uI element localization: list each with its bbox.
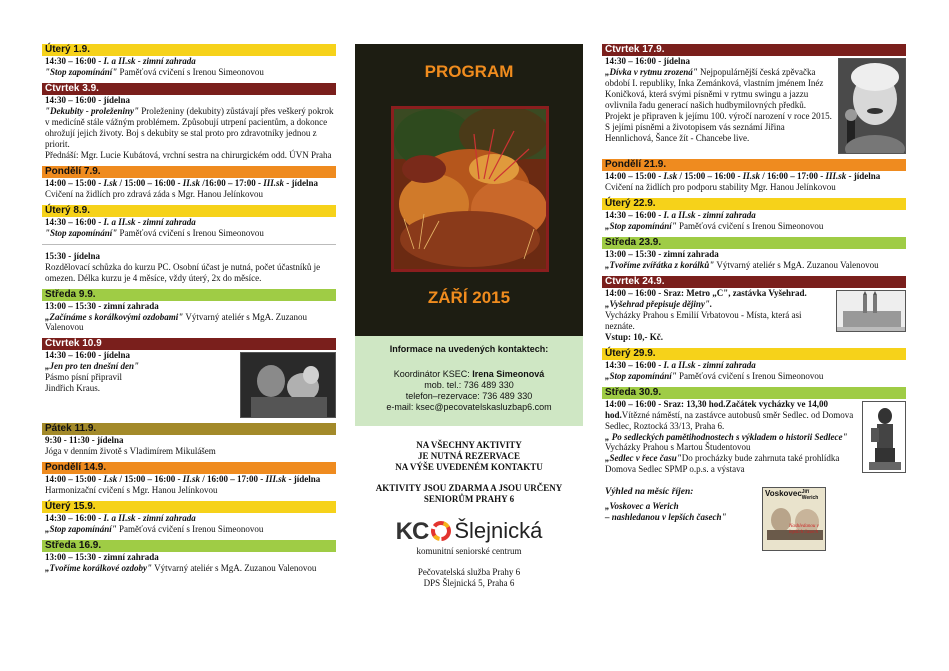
event-line [605,260,906,271]
body-text: Výtvarný ateliér s MgA. Zuzanou Valenovou [45,311,308,333]
event-date-header: Středa 23.9. [602,237,906,249]
event-date-header: Čtvrtek 17.9. [602,44,906,56]
event-date-header: Středa 30.9. [602,387,906,399]
event-line [605,182,906,193]
time-text: 14:30 – 16:00 - [605,359,664,370]
right-column [602,44,906,551]
event-text [42,217,336,239]
event-line [45,563,336,574]
time-text: - jídelna [846,171,881,181]
emphasis-text: I. a II.sk - zimní zahrada [103,216,196,227]
left-event [42,83,336,161]
event-date-header: Úterý 8.9. [42,205,336,217]
event-line [45,56,336,67]
left-column [42,44,336,579]
body-text: Do procházky bude zahrnuta také prohlídka Domova Sedlec SPMP o.p.s. a výstava [605,453,840,475]
emphasis-text: "Dekubity - proleženiny" [45,105,139,116]
event-line [45,474,336,485]
time-text: 14:30 – 16:00 - [605,209,664,220]
october-outlook [602,487,906,551]
event-line [605,371,906,382]
body-text: Nejpopulárnější česká zpěvačka období I. republiky, Inka Zemánková, vlastním jménem Inéz Koničková, která svými písněmi v rytmu swingu a jazzu ovlivnila řadu generací našich hudbymilovných předků. Projekt je připraven k jejímu 100. výročí narození v roce 2015. [605,66,832,121]
event-line [605,122,832,144]
reservation-note [355,440,583,473]
emphasis-text: I. a II.sk - zimní zahrada [103,513,196,524]
right-event [602,44,906,154]
emphasis-text: „Stop zapomínání" [605,370,677,381]
event-text [42,56,336,78]
time-text: Vstup: 10,- Kč. [605,331,663,342]
logo-circle-icon [430,520,452,542]
event-line [605,171,906,182]
event-text [602,210,906,232]
outlook-title: Výhled na měsíc říjen: [605,487,694,498]
emphasis-text: II.sk [182,177,201,188]
left-event [42,44,336,78]
left-event [42,289,336,334]
coordinator [361,369,577,380]
body-text: Pásmo písní připravil [45,372,122,383]
address-line-1: Pečovatelská služba Prahy 6 [417,567,521,578]
emphasis-text: „Začínáme s korálkovými ozdobami" [45,311,184,322]
emphasis-text: „Tvoříme zvířátka z korálků" [605,259,715,270]
event-line [45,67,336,78]
time-text: /16:00 – 17:00 - [200,177,264,188]
event-date-header: Úterý 15.9. [42,501,336,513]
event-date-header: Pondělí 21.9. [602,159,906,171]
event-line [605,360,906,371]
body-text: Paměťová cvičení s Irenou Simeonovou [676,370,824,381]
event-text [42,513,336,535]
event-text [42,95,336,161]
emphasis-text: II.sk [182,474,201,485]
right-event [602,237,906,271]
event-line [45,552,336,563]
time-text: 14:30 – 16:00 - jídelna [605,56,690,66]
event-line [605,221,906,232]
note-line-1: NA VŠECHNY AKTIVITY [416,440,522,450]
emphasis-text: „Vyšehrad přepisuje dějiny". [605,298,713,309]
time-text: / 15:00 – 16:00 - [117,474,183,485]
emphasis-text: „Jen pro ten dnešní den" [45,361,140,372]
left-event [42,501,336,535]
logo-mark: KC [395,517,429,545]
emphasis-text: II.sk [742,171,761,181]
event-line [605,288,830,299]
right-event [602,159,906,193]
event-date-header: Pátek 11.9. [42,423,336,435]
emphasis-text: I. a II.sk - zimní zahrada [103,56,196,66]
coordinator-name: Irena Simeonová [472,368,545,379]
event-line [45,446,336,457]
address [355,567,583,589]
event-date-header: Čtvrtek 10.9 [42,338,336,350]
left-event [42,166,336,200]
body-text: od Domova Sedlec, Roztocká 33/13, Praha 6. [605,409,854,431]
time-text: - jídelna [284,177,319,188]
address-line-2: DPS Šlejnická 5, Praha 6 [423,578,515,589]
time-text: 14:00 – 15:00 - [605,171,664,181]
poster-top: Voskovec [765,489,802,499]
time-text: 14:00 – 15:00 - [45,177,104,188]
time-text: 14:00 – 16:00 - Sraz: Metro „C", zastávka Vyšehrad. [605,287,807,298]
event-date-header: Středa 9.9. [42,289,336,301]
event-line [45,95,336,106]
event-line [605,310,830,332]
right-event [602,348,906,382]
right-event [602,387,906,476]
middle-column [355,44,583,589]
event-line [45,350,234,361]
left-event [42,244,336,284]
contact-title: Informace na uvedených kontaktech: [389,344,549,354]
body-text: Proleženiny (dekubity) zůstávají přes veškerý pokrok v medicíně stále vážným problémem. Způsobují utrpení pacientům, a dokonce ohrožují jejich životy. Boj s dekubity se stal proto pro zdravotníky jednou z priorit. [45,105,334,149]
emphasis-text: „Sedlec v řece času" [605,453,682,464]
right-event [602,276,906,343]
event-text [602,360,906,382]
body-text: Paměťová cvičení s Irenou Simeonovou [117,66,264,77]
time-text: Začátek vycházky ve 14,00 hod. [605,398,828,420]
contact-box [355,336,583,426]
left-event [42,338,336,418]
time-text: 14:30 – 16:00 - [45,216,104,227]
body-text: Cvičení na židlích pro zdravá záda s Mgr. Hanou Jelínkovou [45,188,263,199]
event-date-header: Čtvrtek 24.9. [602,276,906,288]
event-line [45,178,336,189]
event-date-header: Pondělí 7.9. [42,166,336,178]
note-line-3: NA VÝŠE UVEDENÉM KONTAKTU [395,461,543,472]
body-text: Harmonizační cvičení s Mgr. Hanou Jelínkovou [45,485,218,496]
emphasis-text: I. a II.sk - zimní zahrada [663,209,756,220]
body-text: Paměťová cvičení s Irenou Simeonovou [116,524,264,535]
emphasis-text: "Stop zapomínání" [45,227,118,238]
singer-photo [838,58,906,154]
emphasis-text: „ Po sedleckých pamětihodnostech s výkladem o historii Sedlece" [605,431,848,442]
time-text: / 15:00 – 16:00 - [677,171,743,181]
emphasis-text: III.sk [265,474,287,485]
body-text: Jindřich Kraus. [45,383,100,394]
left-event [42,462,336,496]
event-text [42,251,336,284]
event-text [42,552,336,574]
voskovec-werich-poster [762,487,826,551]
emphasis-text: "Stop zapomínání" [45,66,118,77]
event-date-header: Pondělí 14.9. [42,462,336,474]
event-date-header: Čtvrtek 3.9. [42,83,336,95]
body-text: Výtvarný ateliér s MgA. Zuzanou Valenovou [714,259,879,270]
program-month: ZÁŘÍ 2015 [427,288,511,307]
event-text [42,350,234,418]
free-line-2: SENIORŮM PRAHY 6 [423,493,515,504]
coordinator-label: Koordinátor KSEC: [393,368,473,379]
body-text: Vítězné náměstí, na zastávce autobusů směr Sedlec. [621,409,811,420]
event-line [45,312,336,334]
time-text: 13:00 – 15:30 - zimní zahrada [45,552,159,563]
body-text: Vycházky Prahou s Emilií Vrbatovou - Místa, která asi neznáte. [605,309,802,331]
time-text: 14:00 – 15:00 - [45,474,104,485]
time-text: 14:30 – 16:00 - jídelna [45,350,130,361]
event-line [45,189,336,200]
event-date-header: Úterý 1.9. [42,44,336,56]
event-line [45,217,336,228]
event-line [45,106,336,150]
statue-photo [862,401,906,473]
emphasis-text: I. a II.sk - zimní zahrada [663,359,756,370]
event-line [45,524,336,535]
event-line [605,67,832,122]
event-line [45,301,336,312]
event-date-header: Středa 16.9. [42,540,336,552]
emphasis-text: „Stop zapomínání" [605,220,677,231]
body-text: Jóga v denním životě s Vladimírem Mikulášem [45,446,216,457]
event-line [45,372,234,383]
event-text [42,178,336,200]
event-line [45,383,234,394]
left-event [42,205,336,239]
time-text: 14:30 – 16:00 - [45,513,104,524]
event-line [45,251,336,262]
emphasis-text: I.sk [663,171,678,181]
logo-name: Šlejnická [454,518,543,544]
free-note [355,483,583,505]
body-text: Výtvarný ateliér s MgA. Zuzanou Valenovou [151,563,317,574]
event-line [45,485,336,496]
event-date-header: Úterý 22.9. [602,198,906,210]
event-line [45,361,234,372]
poster-red: Nashledanou v lepších časech [789,524,819,535]
time-text: 15:30 - jídelna [45,250,100,261]
event-date-header: Úterý 29.9. [602,348,906,360]
event-text [42,435,336,457]
time-text: 13:00 – 15:30 - zimní zahrada [605,248,719,259]
body-text: Přednáší: Mgr. Lucie Kubátová, vrchní sestra na chirurgickém odd. ÚVN Praha [45,149,332,160]
time-text: 14:30 – 16:00 - jídelna [45,94,130,105]
time-text: 14:00 – 16:00 - Sraz: 13,30 hod. [605,398,726,409]
left-event [42,540,336,574]
body-text: Paměťová cvičení s Irenou Simeonovou [117,227,264,238]
emphasis-text: I.sk [103,177,118,188]
emphasis-text: III.sk [263,177,285,188]
event-line [605,332,830,343]
time-text: 9:30 - 11:30 - jídelna [45,435,124,446]
emphasis-text: „Dívka v rytmu zrozená" [605,66,698,77]
event-text [602,171,906,193]
time-text: / 15:00 – 16:00 - [117,177,183,188]
poster-small: Jiří Werich [801,489,819,502]
program-title: PROGRAM [424,62,514,81]
event-line [45,435,336,446]
event-line [45,150,336,161]
reservation-phone: telefon–rezervace: 736 489 330 [405,390,533,401]
body-text: Vycházky Prahou s Martou Študentovou [605,442,751,453]
outlook-line1: „Voskovec a Werich [605,500,679,511]
event-text [602,249,906,271]
time-text: / 16:00 – 17:00 - [200,474,266,485]
event-line [605,442,856,453]
event-text [42,301,336,334]
free-line-1: AKTIVITY JSOU ZDARMA A JSOU URČENY [375,482,563,493]
email: e-mail: ksec@pecovatelskasluzbap6.com [386,401,552,412]
time-text: 14:30 – 16:00 - [45,56,104,66]
time-text: 13:00 – 15:30 - zimní zahrada [45,300,159,311]
time-text: - jídelna [286,474,321,485]
event-line [45,513,336,524]
event-line [605,399,856,432]
body-text: S jejími písněmi a životopisem vás seznámí Jiřina Hennlichová, Šance žít - Chancebe live. [605,121,785,143]
left-event [42,423,336,457]
event-line [605,210,906,221]
mobile-phone: mob. tel.: 736 489 330 [424,379,514,390]
event-line [605,56,832,67]
time-text: / 16:00 – 17:00 - [760,171,826,181]
emphasis-text: I.sk [103,474,118,485]
event-line [605,453,856,475]
event-text [602,399,856,476]
emphasis-text: „Tvoříme korálkové ozdoby" [45,563,152,574]
right-event [602,198,906,232]
event-text [42,474,336,496]
logo-subtitle: komunitní seniorské centrum [416,546,522,557]
event-line [605,299,830,310]
program-panel [355,44,583,336]
note-line-2: JE NUTNÁ REZERVACE [417,450,521,461]
event-text [602,56,832,154]
ksec-logo [355,517,583,546]
event-line [45,262,336,284]
emphasis-text: „Stop zapomínání" [45,524,117,535]
event-line [45,228,336,239]
garden-photo [391,106,549,272]
outlook-text [602,487,752,551]
film-photo [240,352,336,418]
body-text: Cvičení na židlích pro podporu stability Mgr. Hanou Jelínkovou [605,181,836,192]
emphasis-text: III.sk [825,171,847,181]
event-text [602,288,830,343]
body-text: Paměťová cvičení s Irenou Simeonovou [676,220,824,231]
body-text: Rozdělovací schůzka do kurzu PC. Osobní účast je nutná, počet účastníků je omezen. Délka kurzu je 4 měsíce, vždy úterý, 2x do měsíce. [45,261,321,283]
event-line [605,432,856,443]
outlook-line2: – nashledanou v lepších časech" [605,511,727,522]
castle-photo [836,290,906,332]
event-line [605,249,906,260]
